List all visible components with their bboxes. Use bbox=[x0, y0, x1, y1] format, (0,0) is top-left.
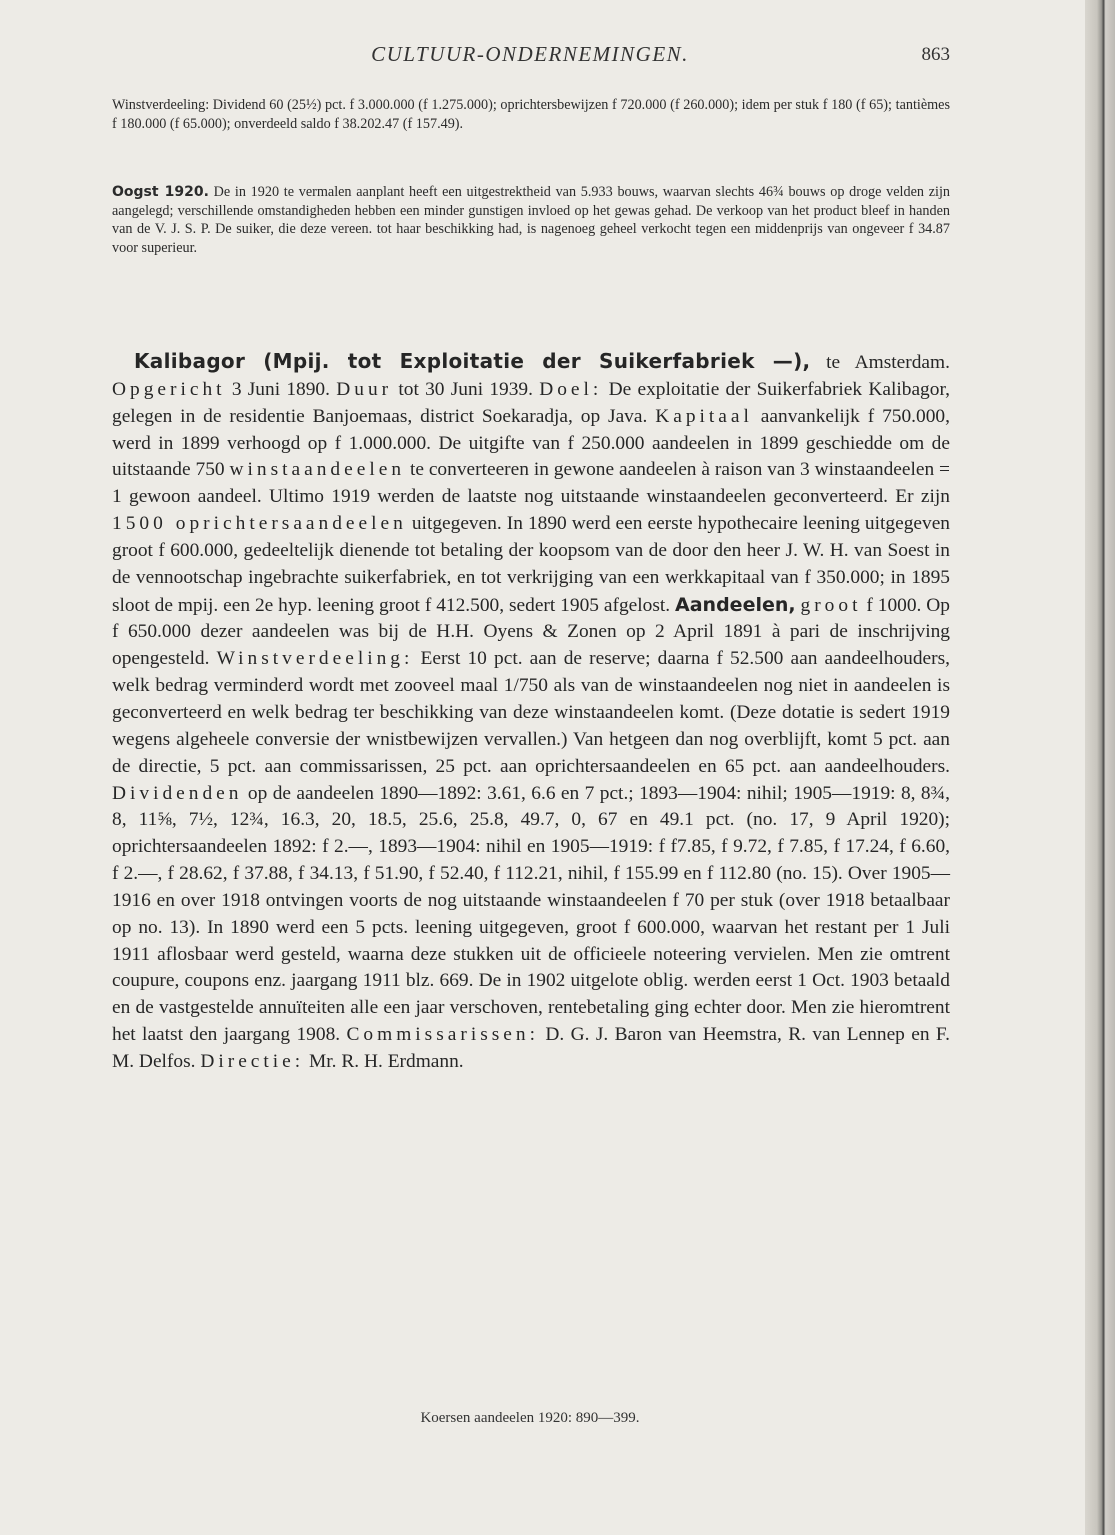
entry-text-6: te converteeren in gewone aandeelen à raison van 3 winstaandeelen = 1 gewoon aandeel. Ultimo 1919 werden de laatste nog uitstaande winstaandeelen geconverteerd. Er zijn bbox=[112, 459, 950, 508]
duur-label: Duur bbox=[336, 378, 393, 400]
oogst-heading: Oogst 1920. bbox=[112, 184, 209, 200]
doel-label: Doel: bbox=[539, 378, 603, 400]
aandeelen-label: Aandeelen, bbox=[675, 593, 796, 616]
commissarissen-label: Commissarissen: bbox=[346, 1024, 539, 1046]
dividenden-label: Dividenden bbox=[112, 782, 243, 804]
entry-text-10: op de aandeelen 1890—1892: 3.61, 6.6 en 7 pct.; 1893—1904: nihil; 1905—1919: 8, 8¾, 8, 11⅝, 7½, 12¾, 16.3, 20, 18.5, 25.6, 25.8, 49.7, 0, 67 en 49.1 pct. (no. 17, 9 April 1920); oprichtersaandeelen 1892: f 2.—, 1893—1904: nihil en 1905—1919: f f7.85, f 9.72, f 7.85, f 17.24, f 6.60, f 2.—, f 28.62, f 37.88, f 34.13, f 51.90, f 52.40, f 112.21, nihil, f 155.99 en f 112.80 (no. 15). Over 1905—1916 en over 1918 ontvingen voorts de nog uitstaande winstaandeelen f 70 per stuk (over 1918 betaalbaar op no. 13). In 1890 werd een 5 pcts. leening uitgegeven, groot f 600.000, waarvan het restant per 1 Juli 1911 aflosbaar werd gesteld, waarna deze stukken uit de officieele noteering vervielen. Men zie omtrent coupure, coupons enz. jaargang 1911 blz. 669. De in 1902 uitgelote oblig. werden eerst 1 Oct. 1903 betaald en de vastgestelde annuïteiten alle een jaar verschoven, rentebetaling ging echter door. Men zie hieromtrent het laatst den jaargang 1908. bbox=[112, 782, 950, 1046]
winstaandeelen-label: winstaandeelen bbox=[229, 459, 406, 481]
entry-text-9: Eerst 10 pct. aan de reserve; daarna f 52.500 aan aandeelhouders, welk bedrag verminderd wordt met zooveel maal 1/750 als van de winstaandeelen nog niet in aandeelen is geconverteerd en welk bedrag ter beschikking van deze winstaandeelen komt. (Deze dotatie is sedert 1919 wegens algeheele conversie der wnistbewijzen vervallen.) Van hetgeen dan nog overblijft, komt 5 pct. aan de directie, 5 pct. aan commissarissen, 25 pct. aan oprichtersaandeelen en 65 pct. aan aandeelhouders. bbox=[112, 648, 950, 777]
winstverdeeling-text: Winstverdeeling: Dividend 60 (25½) pct. f 3.000.000 (f 1.275.000); oprichtersbewijzen f 720.000 (f 260.000); idem per stuk f 180 (f 65); tantièmes f 180.000 (f 65.000); onverdeeld saldo f 38.202.47 (f 157.49). bbox=[112, 97, 950, 132]
entry-text-4: De exploitatie der Suikerfabriek Kalibagor, gelegen in de residentie Banjoemaas, district Soekaradja, op Java. bbox=[112, 378, 950, 427]
groot-label: groot bbox=[800, 594, 862, 616]
entry-text-8: f 1000. Op f 650.000 dezer aandeelen was bij de H.H. Oyens & Zonen op 2 April 1891 à pari de inschrijving opengesteld. bbox=[112, 594, 950, 670]
winstverdeeling-paragraph bbox=[112, 96, 950, 133]
kapitaal-label: Kapitaal bbox=[655, 405, 753, 427]
kalibagor-entry bbox=[112, 348, 950, 1076]
entry-title: Kalibagor (Mpij. tot Exploitatie der Suikerfabriek —), bbox=[134, 349, 811, 373]
oogst-text: De in 1920 te vermalen aanplant heeft een uitgestrektheid van 5.933 bouws, waarvan slechts 46¾ bouws op droge velden zijn aangelegd; verschillende omstandigheden hebben een minder gunstigen invloed op het gewas gehad. De verkoop van het product bleef in handen van de V. J. S. P. De suiker, die deze vereen. tot haar beschikking had, is nagenoeg geheel verkocht tegen een middenprijs van ongeveer f 34.87 voor superieur. bbox=[112, 184, 950, 256]
entry-text-5: aanvankelijk f 750.000, werd in 1899 verhoogd op f 1.000.000. De uitgifte van f 250.000 aandeelen in 1899 geschiedde om de uitstaande 750 bbox=[112, 405, 950, 481]
directie-label: Directie: bbox=[200, 1050, 305, 1072]
running-title: CULTUUR-ONDERNEMINGEN. bbox=[371, 42, 689, 66]
oprichtersaandeelen-label: 1500 oprichtersaandeelen bbox=[112, 513, 407, 535]
entry-text-3: tot 30 Juni 1939. bbox=[398, 378, 533, 400]
page-header bbox=[110, 42, 950, 76]
opgericht-label: Opgericht bbox=[112, 378, 226, 400]
entry-text-2: 3 Juni 1890. bbox=[231, 378, 330, 400]
entry-text-7: uitgegeven. In 1890 werd een eerste hypothecaire leening uitgegeven groot f 600.000, gedeeltelijk dienende tot betaling der koopsom van de door den heer J. W. H. van Soest in de vennootschap ingebrachte suikerfabriek, en tot verkrijging van een werkkapitaal van f 350.000; in 1895 sloot de mpij. een 2e hyp. leening groot f 412.500, sedert 1905 afgelost. bbox=[112, 513, 950, 616]
entry-text-12: Mr. R. H. Erdmann. bbox=[309, 1050, 464, 1072]
winstverdeeling-label: Winstverdeeling: bbox=[216, 648, 414, 670]
page-binding-edge bbox=[1085, 0, 1115, 1535]
page-number: 863 bbox=[921, 44, 950, 65]
koersen-footer: Koersen aandeelen 1920: 890—399. bbox=[420, 1410, 640, 1426]
oogst-paragraph bbox=[112, 183, 950, 257]
entry-text-1: te Amsterdam. bbox=[826, 352, 950, 373]
entry-text-11: D. G. J. Baron van Heemstra, R. van Lennep en F. M. Delfos. bbox=[112, 1024, 950, 1072]
